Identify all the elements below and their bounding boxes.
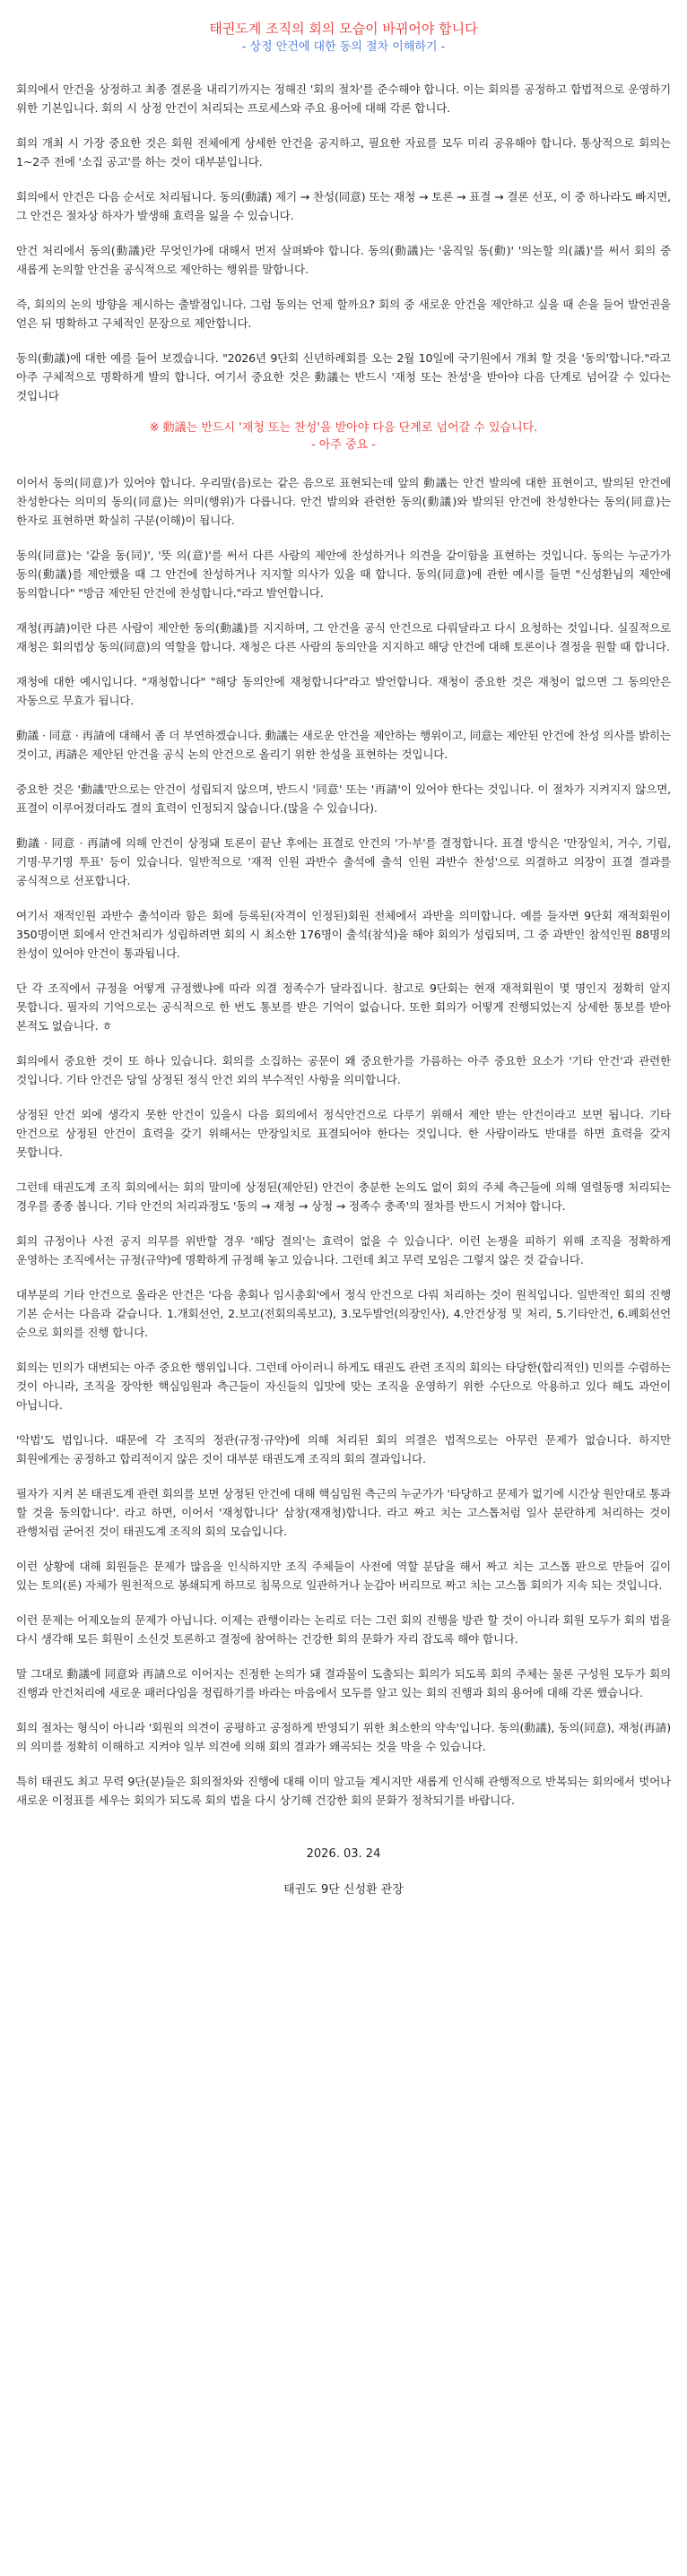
paragraph: 회의에서 안건은 다음 순서로 처리됩니다. 동의(動議) 제기 → 찬성(同意) 또는 재청 → 토론 → 표결 → 결론 선포, 이 중 하나라도 빠지면, 그 안건은 절차상 하자가 발생해 효력을 잃을 수 있습니다.: [16, 190, 671, 222]
paragraph: 특히 태권도 최고 무력 9단(분)들은 회의절차와 진행에 대해 이미 알고들 계시지만 새롭게 인식해 관행적으로 반복되는 회의에서 벗어나 새로운 이정표를 세우는 회의가 되도록 회의 법을 다시 상기해 건강한 회의 문화가 정착되기를 바랍니다.: [16, 1775, 671, 1807]
paragraph: 재청(再請)이란 다른 사람이 제안한 동의(動議)를 지지하며, 그 안건을 공식 안건으로 다뤄달라고 다시 요청하는 것입니다. 실질적으로 재청은 회의법상 동의(同意)의 역할을 합니다. 재청은 다른 사람의 동의안을 지지하고 해당 안건에 대해 토론이나 결정을 원할 때 합니다.: [16, 621, 671, 653]
paragraph: 필자가 지켜 본 태권도계 관련 회의를 보면 상정된 안건에 대해 핵심임원 측근의 누군가가 '타당하고 문제가 없기에 시간상 원안대로 통과 할 것을 동의합니다'. 라고 하면, 이어서 '재청합니다' 삼창(재재청)합니다. 라고 짜고 치는 고스톱처럼 일사 분란하게 처리하는 것이 관행처럼 굳어진 것이 태권도계 조직의 회의 모습입니다.: [16, 1487, 671, 1538]
paragraph: 그런데 태권도계 조직 회의에서는 회의 말미에 상정된(제안된) 안건이 충분한 논의도 없이 회의 주체 측근들에 의해 열렬동맹 처리되는 경우를 종종 봅니다. 기타 안건의 처리과정도 '동의 → 재청 → 상정 → 정족수 충족'의 절차를 반드시 거쳐야 합니다.: [16, 1180, 671, 1213]
paragraph: 회의 절차는 형식이 아니라 '회원의 의견이 공평하고 공정하게 반영되기 위한 최소한의 약속'입니다. 동의(動議), 동의(同意), 재청(再請)의 의미를 정확히 이해하고 지켜야 일부 의견에 의해 회의 결과가 왜곡되는 것을 막을 수 있습니다.: [16, 1721, 671, 1753]
paragraph: 이런 상황에 대해 회원들은 문제가 많음을 인식하지만 조직 주체들이 사전에 역할 분담을 해서 짜고 치는 고스톱 판으로 만들어 길이 있는 토의(론) 자체가 원천적으로 봉쇄되게 하므로 침묵으로 일관하거나 눈감아 버리므로 짜고 치는 고스톱 회의가 지속 되는 것입니다.: [16, 1560, 671, 1592]
paragraph: 안건 처리에서 동의(動議)란 무엇인가에 대해서 먼저 살펴봐야 합니다. 동의(動議)는 '움직일 동(動)' '의논할 의(議)'를 써서 회의 중 새롭게 논의할 안건을 공식적으로 제안하는 행위를 말합니다.: [16, 244, 671, 276]
callout-line: ※ 動議는 반드시 '재청 또는 찬성'을 받아야 다음 단계로 넘어갈 수 있습니다.: [149, 421, 538, 435]
document-date: 2026. 03. 24: [306, 1847, 381, 1861]
document-title: 태권도계 조직의 회의 모습이 바뀌어야 합니다: [209, 21, 478, 37]
paragraph: 회의는 민의가 대변되는 아주 중요한 행위입니다. 그런데 아이러니 하게도 태권도 관련 조직의 회의는 타당한(합리적인) 민의를 수렴하는 것이 아니라, 조직을 장악한 핵심임원과 측근들이 자신들의 입맛에 맞는 조직을 운영하기 위한 수단으로 악용하고 있다 해도 과언이 아닙니다.: [16, 1361, 671, 1412]
paragraph: 이어서 동의(同意)가 있어야 합니다. 우리말(음)로는 같은 음으로 표현되는데 앞의 動議는 안건 발의에 대한 표현이고, 발의된 안건에 찬성한다는 의미의 동의(同意)는 의미(행위)가 다릅니다. 안건 발의와 관련한 동의(動議)와 발의된 안건에 찬성한다는 동의(同意)는 한자로 표현하면 확실히 구분(이해)이 됩니다.: [16, 476, 671, 527]
paragraph: 회의에서 중요한 것이 또 하나 있습니다. 회의를 소집하는 공문이 왜 중요한가를 가름하는 아주 중요한 요소가 '기타 안건'과 관련한 것입니다. 기타 안건은 당일 상정된 정식 안건 외의 부수적인 사항을 의미합니다.: [16, 1054, 671, 1086]
paragraph: 동의(同意)는 '같을 동(同)', '뜻 의(意)'를 써서 다른 사람의 제안에 찬성하거나 의견을 같이함을 표현하는 것입니다. 동의는 누군가가 동의(動議)를 제안했을 때 그 안건에 찬성하거나 지지할 의사가 있을 때 합니다. 동의(同意)에 관한 예시를 들면 "신성환님의 제안에 동의합니다" "방금 제안된 안건에 찬성합니다."라고 발언합니다.: [16, 549, 671, 600]
paragraph: 재청에 대한 예시입니다. "재청합니다" "해당 동의안에 재청합니다"라고 발언합니다. 재청이 중요한 것은 재청이 없으면 그 동의안은 자동으로 무효가 됩니다.: [16, 675, 671, 707]
paragraph: '악법'도 법입니다. 때문에 각 조직의 정관(규정·규약)에 의해 처리된 회의 의결은 법적으로는 아무런 문제가 없습니다. 하지만 회원에게는 공정하고 합리적이지 않은 것이 대부분 태권도계 조직의 회의 결과입니다.: [16, 1433, 671, 1465]
paragraph: 여기서 재적인원 과반수 출석이라 함은 회에 등록된(자격이 인정된)회원 전체에서 과반을 의미합니다. 예를 들자면 9단회 재적회원이 350명이면 회에서 안건처리가 성립하려면 회의 시 최소한 176명이 출석(참석)을 해야 회의가 성립되며, 그 중 과반인 참석인원 88명의 찬성이 있어야 안건이 통과됩니다.: [16, 909, 671, 960]
paragraph: 단 각 조직에서 규정을 어떻게 규정했냐에 따라 의결 정족수가 달라집니다. 참고로 9단회는 현재 재적회원이 몇 명인지 정확히 알지 못합니다. 필자의 기억으로는 공식적으로 한 번도 통보를 받은 기억이 없습니다. 또한 회의가 어떻게 진행되었는지 상세한 통보를 받아 본적도 없습니다. ㅎ: [16, 981, 671, 1033]
callout-emphasis: - 아주 중요 -: [310, 438, 376, 452]
document-subtitle: - 상정 안건에 대한 동의 절차 이해하기 -: [241, 40, 446, 54]
paragraph: 대부분의 기타 안건으로 올라온 안건은 '다음 총회나 임시총회'에서 정식 안건으로 다뤄 처리하는 것이 원칙입니다. 일반적인 회의 진행 기본 순서는 다음과 같습니다. 1.개회선언, 2.보고(전회의록보고), 3.모두발언(의장인사), 4.안건상정 및 처리, 5.기타안건, 6.폐회선언 순으로 회의를 진행 합니다.: [16, 1288, 671, 1339]
paragraph: 말 그대로 動議에 同意와 再請으로 이어지는 진정한 논의가 돼 결과물이 도출되는 회의가 되도록 회의 주체는 물론 구성원 모두가 회의 진행과 안건처리에 새로운 패러다임을 정립하기를 바라는 마음에서 모두를 알고 있는 회의 진행과 회의 용어에 대해 각론 했습니다.: [16, 1667, 671, 1699]
paragraph: 動議 · 同意 · 再請에 대해서 좀 더 부연하겠습니다. 動議는 새로운 안건을 제안하는 행위이고, 同意는 제안된 안건에 찬성 의사를 밝히는 것이고, 再請은 제안된 안건을 공식 논의 안건으로 올리기 위한 찬성을 표현하는 것입니다.: [16, 729, 671, 761]
paragraph: 상정된 안건 외에 생각지 못한 안건이 있을시 다음 회의에서 정식안건으로 다루기 위해서 제안 받는 안건이라고 보면 됩니다. 기타 안건으로 상정된 안건이 효력을 갖기 위해서는 만장일치로 표결되어야 한다는 것입니다. 한 사람이라도 반대를 하면 효력을 갖지 못합니다.: [16, 1108, 671, 1159]
paragraph: 회의에서 안건을 상정하고 최종 결론을 내리기까지는 정해진 '회의 절차'를 준수해야 합니다. 이는 회의를 공정하고 합법적으로 운영하기 위한 기본입니다. 회의 시 상정 안건이 처리되는 프로세스와 주요 용어에 대해 각론 합니다.: [16, 82, 671, 115]
paragraph: 즉, 회의의 논의 방향을 제시하는 출발점입니다. 그럼 동의는 언제 할까요? 회의 중 새로운 안건을 제안하고 싶을 때 손을 들어 발언권을 얻은 뒤 명확하고 구체적인 문장으로 제안합니다.: [16, 298, 671, 330]
paragraph: 중요한 것은 '動議'만으로는 안건이 성립되지 않으며, 반드시 '同意' 또는 '再請'이 있어야 한다는 것입니다. 이 절차가 지켜지지 않으면, 표결이 이루어졌더라도 결의 효력이 인정되지 않습니다.(많을 수 있습니다).: [16, 782, 671, 815]
paragraph: 동의(動議)에 대한 예를 들어 보겠습니다. "2026년 9단회 신년하례회를 오는 2월 10일에 국기원에서 개최 할 것을 '동의'합니다."라고 아주 구체적으로 명확하게 발의 합니다. 여기서 중요한 것은 動議는 반드시 '재청 또는 찬성'을 받아야 다음 단계로 넘어갈 수 있다는 것입니다: [16, 351, 671, 402]
paragraph: 動議 · 同意 · 再請에 의해 안건이 상정돼 토론이 끝난 후에는 표결로 안건의 '가·부'를 결정합니다. 표결 방식은 '만장일치, 거수, 기립, 기명·무기명 투표' 등이 있습니다. 일반적으로 '재적 인원 과반수 출석에 출석 인원 과반수 찬성'으로 의결하고 의장이 표결 결과를 공식적으로 선포합니다.: [16, 836, 671, 887]
callout-note: [16, 419, 671, 454]
author-signature: 태권도 9단 신성환 관장: [283, 1883, 404, 1897]
paragraph: 회의 규정이나 사전 공지 의무를 위반할 경우 '해당 결의'는 효력이 없을 수 있습니다'. 이런 논쟁을 피하기 위해 조직을 정확하게 운영하는 조직에서는 규정(규약)에 명확하게 규정해 놓고 있습니다. 그런데 최고 무력 모임은 그렇지 않은 것 같습니다.: [16, 1234, 671, 1266]
paragraph: 회의 개최 시 가장 중요한 것은 회원 전체에게 상세한 안건을 공지하고, 필요한 자료를 모두 미리 공유해야 합니다. 통상적으로 회의는 1~2주 전에 '소집 공고'를 하는 것이 대부분입니다.: [16, 136, 671, 169]
paragraph: 이런 문제는 어제오늘의 문제가 아닙니다. 이제는 관행이라는 논리로 더는 그런 회의 진행을 방관 할 것이 아니라 회원 모두가 회의 법을 다시 생각해 모든 회원이 소신것 토론하고 결정에 참여하는 건강한 회의 문화가 자리 잡도록 해야 합니다.: [16, 1613, 671, 1646]
